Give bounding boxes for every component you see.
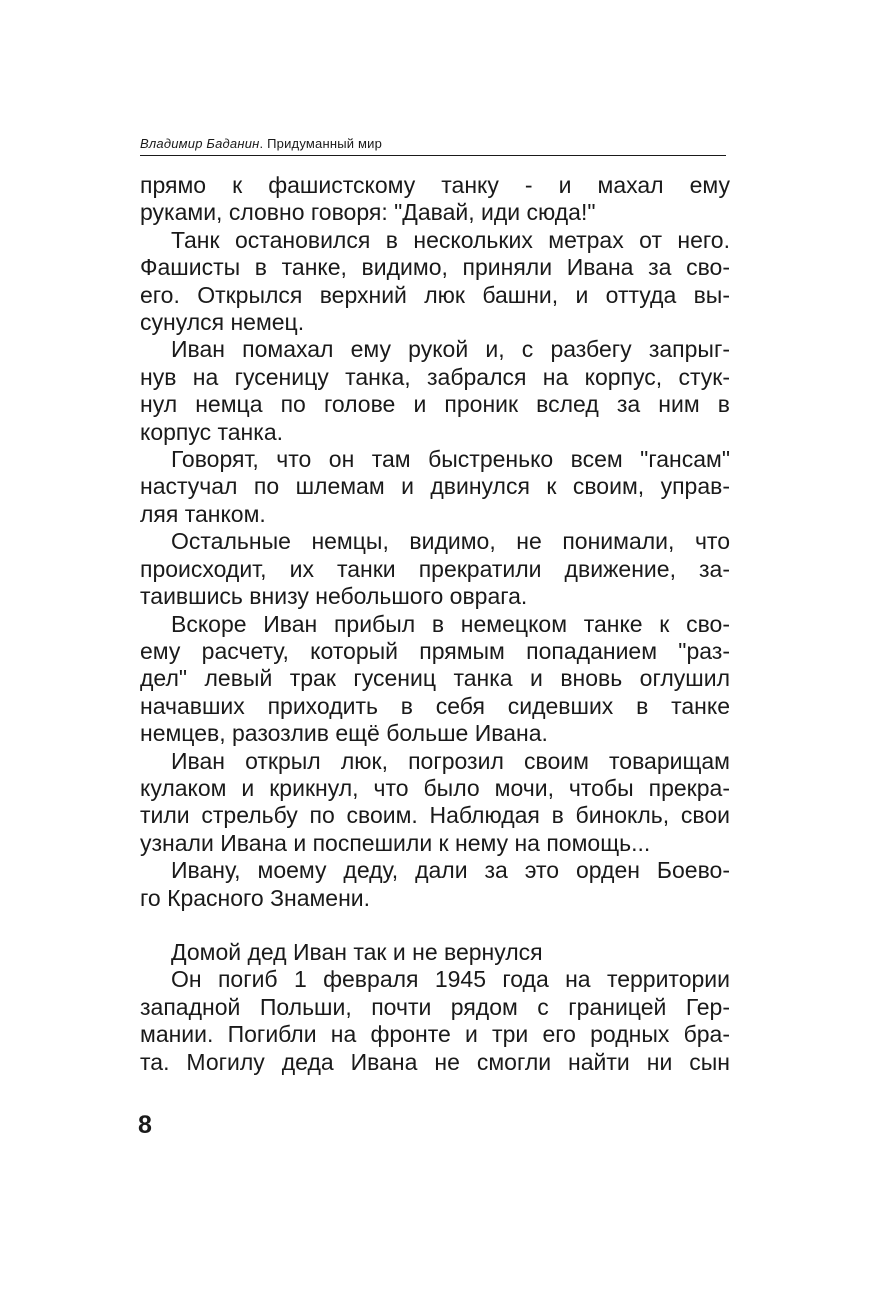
page-number: 8	[138, 1111, 152, 1139]
header-title: Придуманный мир	[263, 136, 383, 151]
text-line: корпус танка.	[140, 418, 284, 445]
text-line: нул немца по голове и проник вслед за ним в	[140, 391, 730, 418]
paragraph-5	[140, 528, 730, 610]
text-line: начавших приходить в себя сидевших в танке	[140, 692, 730, 719]
text-line: его. Открылся верхний люк башни, и оттуда вы-	[140, 281, 730, 308]
text-line: сунулся немец.	[140, 309, 305, 336]
paragraph-9	[140, 939, 730, 966]
text-line: та. Могилу деда Ивана не смогли найти ни сын	[140, 1048, 730, 1075]
paragraph-1	[140, 172, 730, 227]
text-line: таившись внизу небольшого оврага.	[140, 583, 528, 610]
text-line: западной Польши, почти рядом с границей Гер-	[140, 993, 730, 1020]
text-line: немцев, разозлив ещё больше Ивана.	[140, 720, 548, 747]
running-header	[140, 135, 726, 156]
body-text	[140, 172, 730, 1076]
header-separator: .	[259, 136, 264, 151]
paragraph-2	[140, 227, 730, 337]
text-line: Ивану, моему деду, дали за это орден Боево-	[171, 857, 730, 884]
text-line: Вскоре Иван прибыл в немецком танке к сво-	[171, 610, 730, 637]
text-line: ляя танком.	[140, 500, 266, 527]
paragraph-7	[140, 748, 730, 858]
text-line: прямо к фашистскому танку - и махал ему	[140, 172, 730, 198]
text-line: го Красного Знамени.	[140, 884, 371, 911]
paragraph-10	[140, 966, 730, 1076]
paragraph-3	[140, 336, 730, 446]
text-line: ему расчету, который прямым попаданием "раз-	[140, 637, 730, 664]
text-line: Фашисты в танке, видимо, приняли Ивана за сво-	[140, 254, 730, 281]
text-line: тили стрельбу по своим. Наблюдая в бинокль, свои	[140, 802, 730, 829]
text-line: мании. Погибли на фронте и три его родных бра-	[140, 1021, 730, 1048]
text-line: Он погиб 1 февраля 1945 года на территории	[171, 966, 730, 993]
header-author: Владимир Баданин	[140, 136, 260, 151]
text-line: дел" левый трак гусениц танка и вновь оглушил	[140, 665, 730, 692]
text-line: происходит, их танки прекратили движение, за-	[140, 555, 730, 582]
text-line: Иван открыл люк, погрозил своим товарищам	[171, 747, 730, 774]
text-line: узнали Ивана и поспешили к нему на помощь...	[140, 829, 651, 856]
text-line: Остальные немцы, видимо, не понимали, что	[171, 528, 730, 555]
text-line: Говорят, что он там быстренько всем "гансам"	[171, 446, 730, 473]
paragraph-8	[140, 857, 730, 912]
text-line: кулаком и крикнул, что было мочи, чтобы прекра-	[140, 774, 730, 801]
paragraph-6	[140, 611, 730, 748]
text-line: Танк остановился в нескольких метрах от него.	[171, 226, 730, 253]
text-line: настучал по шлемам и двинулся к своим, управ-	[140, 473, 730, 500]
text-line: Иван помахал ему рукой и, с разбегу запрыг-	[171, 336, 730, 363]
text-line: нув на гусеницу танка, забрался на корпус, стук-	[140, 363, 730, 390]
paragraph-4	[140, 446, 730, 528]
section-gap	[140, 912, 730, 939]
text-line: руками, словно говоря: "Давай, иди сюда!"	[140, 199, 596, 226]
text-line: Домой дед Иван так и не вернулся	[171, 938, 543, 965]
